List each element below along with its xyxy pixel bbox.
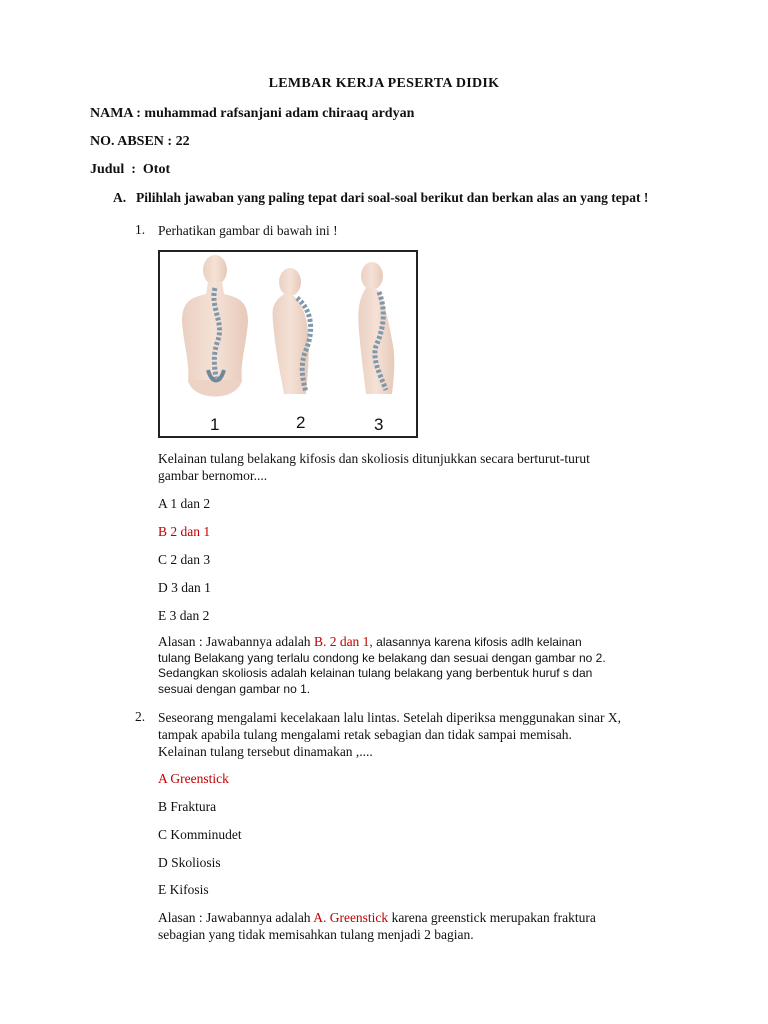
q2-alasan-text: karena greenstick merupakan fraktura <box>388 910 596 925</box>
q1-alasan-line: sesuai dengan gambar no 1. <box>158 681 311 696</box>
q1-alasan <box>158 633 718 697</box>
student-name: NAMA : muhammad rafsanjani adam chiraaq ardyan <box>90 106 415 121</box>
q1-question-line: Kelainan tulang belakang kifosis dan skoliosis ditunjukkan secara berturut-turut <box>158 451 590 466</box>
spine-illustration <box>160 252 416 436</box>
figure-label-3: 3 <box>374 415 384 434</box>
q2-alasan-prefix: Alasan : Jawabannya adalah <box>158 910 314 925</box>
q1-alasan-line: Sedangkan skoliosis adalah kelainan tulang belakang yang berbentuk huruf s dan <box>158 666 593 680</box>
judul-label: Judul : <box>90 162 143 177</box>
figure-label-1: 1 <box>210 415 220 434</box>
q2-question-line: tampak apabila tulang mengalami retak sebagian dan tidak sampai memisah. <box>158 727 572 742</box>
q1-question-line: gambar bernomor.... <box>158 468 268 483</box>
q1-option-a: A 1 dan 2 <box>158 496 211 511</box>
q1-option-c: C 2 dan 3 <box>158 552 211 567</box>
q2-alasan <box>158 909 718 943</box>
q1-number: 1. <box>135 222 146 237</box>
q2-question-line: Kelainan tulang tersebut dinamakan ,.... <box>158 744 373 759</box>
figure-2-side-view <box>273 268 311 394</box>
section-a-text: Pilihlah jawaban yang paling tepat dari soal-soal berikut dan berkan alas an yang tepat ! <box>136 190 649 205</box>
section-a-letter: A. <box>113 190 127 205</box>
figure-label-2: 2 <box>296 413 306 432</box>
judul-line <box>90 162 170 178</box>
page-title: LEMBAR KERJA PESERTA DIDIK <box>268 76 500 91</box>
student-absen: NO. ABSEN : 22 <box>90 134 190 149</box>
q1-option-d: D 3 dan 1 <box>158 580 211 595</box>
q2-number: 2. <box>135 709 146 724</box>
q2-option-d: D Skoliosis <box>158 855 221 870</box>
q2-option-c: C Komminudet <box>158 827 242 842</box>
q2-option-e: E Kifosis <box>158 882 209 897</box>
q1-alasan-answer: B. 2 dan 1, <box>313 634 373 649</box>
q2-option-b: B Fraktura <box>158 799 217 814</box>
q2-alasan-answer: A. Greenstick <box>313 910 389 925</box>
section-a-instruction <box>113 190 673 206</box>
figure-3-side-view <box>358 262 394 394</box>
q1-prompt: Perhatikan gambar di bawah ini ! <box>158 223 338 238</box>
spine-figure <box>158 250 418 438</box>
q2-alasan-line: sebagian yang tidak memisahkan tulang menjadi 2 bagian. <box>158 927 474 942</box>
q2-question-line: Seseorang mengalami kecelakaan lalu lintas. Setelah diperiksa menggunakan sinar X, <box>158 710 621 725</box>
q1-alasan-prefix: Alasan : Jawabannya adalah <box>158 634 314 649</box>
q1-question <box>158 450 590 484</box>
q1-option-b-correct: B 2 dan 1 <box>158 524 211 539</box>
q1-alasan-line: tulang Belakang yang terlalu condong ke belakang dan sesuai dengan gambar no 2. <box>158 650 606 665</box>
q1-alasan-text: alasannya karena kifosis adlh kelainan <box>372 635 582 649</box>
q2-question <box>158 709 621 760</box>
q1-option-e: E 3 dan 2 <box>158 608 210 623</box>
q2-option-a-correct: A Greenstick <box>158 771 229 786</box>
judul-value: Otot <box>142 162 171 177</box>
figure-1-back-view <box>182 255 248 397</box>
